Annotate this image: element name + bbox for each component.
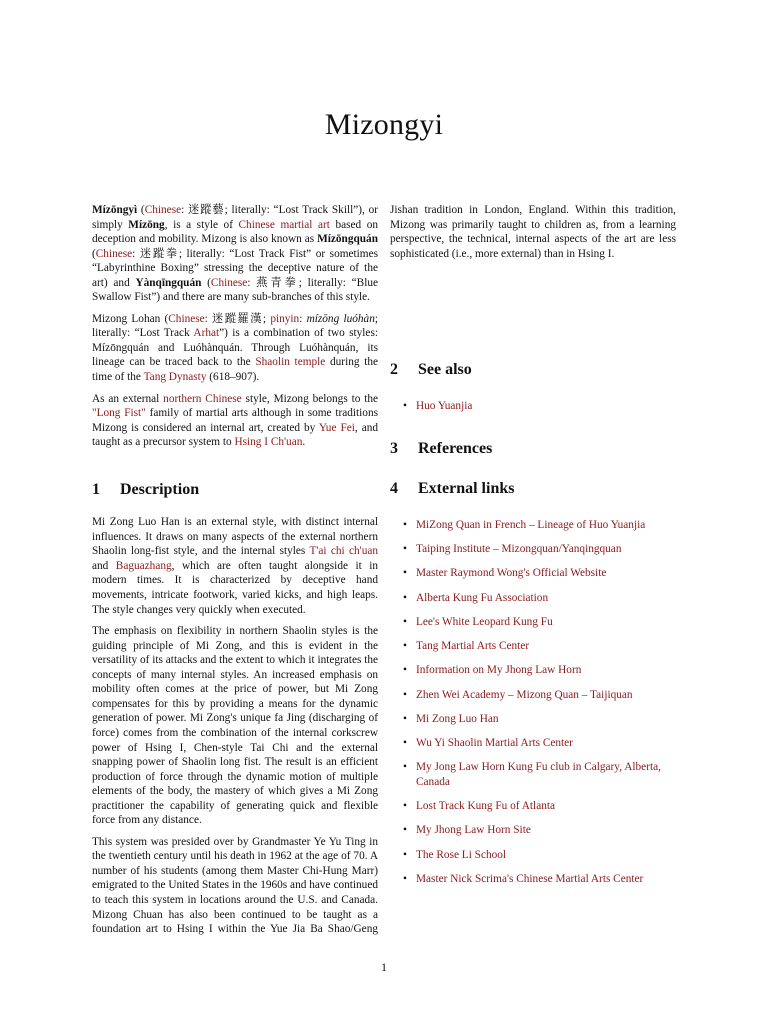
external-link[interactable]: Mi Zong Luo Han <box>416 712 499 725</box>
link-shaolin-temple[interactable]: Shaolin temple <box>255 356 326 369</box>
list-item <box>390 760 676 789</box>
section-heading-description: 1 Description <box>92 480 200 498</box>
external-links-list <box>390 518 676 896</box>
intro-paragraph-2: Mizong Lohan (Chinese: 迷蹤羅漢; pinyin: mízōng luóhàn; literally: “Lost Track Arhat”) is a combination of two styles: Mízōngquán and Luóhànquán. Through Luóhànquán, its lineage can be traced back to the Shaolin temple during the time of the Tang Dynasty (618–907). <box>92 312 379 384</box>
list-item <box>390 712 676 727</box>
term-mizongyi: Mízōngyì <box>92 204 138 216</box>
intro-paragraph-3: As an external northern Chinese style, Mizong belongs to the "Long Fist" family of martial arts although in some traditions Mizong is considered an internal art, created by Yue Fei, and taught as a precursor system to Hsing I Ch'uan. <box>92 392 379 449</box>
intro-paragraph-1: Mízōngyì (Chinese: 迷蹤藝; literally: “Lost Track Skill”), or simply Mízōng, is a style of Chinese martial art based on deception and mobility. Mizong is also known as Mízōngquán (Chinese: 迷蹤拳; literally: “Lost Track Fist” or sometimes “Labyrinthine Boxing” stressing the deceptive nature of the art) and Yànqīngquán (Chinese: 燕青拳; literally: “Blue Swallow Fist”) and there are many sub-branches of this style. <box>92 204 379 304</box>
list-item <box>390 872 676 887</box>
term-mizongquan: Mízōngquán <box>317 233 378 246</box>
link-chinese[interactable]: Chinese <box>168 312 205 325</box>
external-link[interactable]: Lost Track Kung Fu of Atlanta <box>416 800 556 813</box>
left-column <box>92 203 378 944</box>
link-pinyin[interactable]: pinyin <box>270 312 300 325</box>
link-tang-dynasty[interactable]: Tang Dynasty <box>143 371 207 384</box>
external-link[interactable]: Wu Yi Shaolin Martial Arts Center <box>416 737 573 750</box>
link-chinese[interactable]: Chinese <box>144 204 182 216</box>
external-link[interactable]: MiZong Quan in French – Lineage of Huo Yuanjia <box>416 519 646 531</box>
description-paragraph-3-continued: Jishan tradition in London, England. Within this tradition, Mizong was primarily taught to children as, from a learning perspective, the technical, internal aspects of the art are less sophisticated (i.e., more external) than in Hsing I. <box>390 204 676 260</box>
pinyin-term: mízōng luóhàn <box>306 312 375 325</box>
external-link[interactable]: Information on My Jhong Law Horn <box>416 664 582 677</box>
list-item <box>390 542 676 557</box>
external-link[interactable]: The Rose Li School <box>416 848 507 861</box>
list-item <box>390 799 676 814</box>
external-link[interactable]: Lee's White Leopard Kung Fu <box>416 615 553 628</box>
external-link[interactable]: My Jhong Law Horn Site <box>416 824 531 837</box>
link-tai-chi-chuan[interactable]: T'ai chi ch'uan <box>309 545 378 558</box>
list-item <box>390 399 676 414</box>
list-item <box>390 688 676 703</box>
list-item <box>390 736 676 751</box>
list-item <box>390 823 676 838</box>
link-yue-fei[interactable]: Yue Fei <box>318 421 355 434</box>
description-paragraph-2: The emphasis on flexibility in northern Shaolin styles is the guiding principle of Mi Zong, and this is evident in the versatility of its attacks and the extent to which it integrates the concepts of many internal styles. An increased emphasis on mobility often comes at the price of power, but Mi Zong compensates for this by providing a means for the dynamic generation of power. Mi Zong's unique fa Jing (discharging of force) comes from the combination of the internal corkscrew power of Hsing I, Chen-style Tai Chi and the external snapping power of Shaolin long fist. The result is an efficient production of force through the dynamic motion of multiple elements of the body, the mastery of which gives a Mi Zong practitioner the capability of generating quick and flexible force from any distance. <box>92 625 378 827</box>
list-item <box>390 615 676 630</box>
section-heading-external-links: 4 External links <box>390 480 515 497</box>
page-title: Mizongyi <box>324 108 444 141</box>
description-paragraph-3: This system was presided over by Grandmaster Ye Yu Ting in the twentieth century until his death in 1962 at the age of 70. A number of his students (among them Master Chi-Hung Marr) emigrated to the United States in the 1960s and have continued to teach this system in locations around the U.S. and Canada. Mizong Chuan has also been continued to be taught as a foundation art to Hsing I within the Yue Jia Ba Shao/Geng <box>92 835 378 936</box>
list-item <box>390 848 676 863</box>
see-also-link[interactable]: Huo Yuanjia <box>416 400 473 412</box>
term-mizong: Mízōng <box>128 218 165 231</box>
link-chinese[interactable]: Chinese <box>210 276 248 289</box>
description-paragraph-1: Mi Zong Luo Han is an external style, with distinct internal influences. It draws on many aspects of the external northern Shaolin long-fist style, and the internal styles T'ai chi ch'uan and Baguazhang, which are often taught alongside it in modern times. It is characterized by deceptive hand movements, intricate footwork, varied kicks, and high leaps. The style changes very quickly when executed. <box>92 516 378 616</box>
link-baguazhang[interactable]: Baguazhang <box>115 559 172 572</box>
external-link[interactable]: Alberta Kung Fu Association <box>416 591 549 604</box>
external-link[interactable]: Tang Martial Arts Center <box>416 640 530 653</box>
link-chinese-martial-art[interactable]: Chinese martial art <box>238 218 330 231</box>
list-item <box>390 663 676 678</box>
link-hsing-i-chuan[interactable]: Hsing I Ch'uan <box>234 436 303 449</box>
list-item <box>390 566 676 581</box>
list-item <box>390 639 676 654</box>
external-link[interactable]: Master Raymond Wong's Official Website <box>416 567 607 580</box>
section-heading-see-also: 2 See also <box>390 361 472 378</box>
link-arhat[interactable]: Arhat <box>193 327 220 340</box>
list-item <box>390 518 676 533</box>
see-also-list <box>390 399 676 414</box>
external-link[interactable]: Master Nick Scrima's Chinese Martial Arts Center <box>416 872 644 885</box>
page-number: 1 <box>381 960 387 974</box>
section-heading-references: 3 References <box>390 440 493 457</box>
link-northern-chinese[interactable]: northern Chinese <box>163 392 242 405</box>
link-long-fist[interactable]: "Long Fist" <box>92 407 146 420</box>
term-yanqingquan: Yànqīngquán <box>135 276 202 289</box>
external-link[interactable]: Zhen Wei Academy – Mizong Quan – Taijiquan <box>416 688 633 701</box>
list-item <box>390 591 676 606</box>
external-link[interactable]: My Jong Law Horn Kung Fu club in Calgary, Alberta, Canada <box>416 761 661 788</box>
external-link[interactable]: Taiping Institute – Mizongquan/Yanqingquan <box>416 543 622 556</box>
link-chinese[interactable]: Chinese <box>95 247 133 260</box>
